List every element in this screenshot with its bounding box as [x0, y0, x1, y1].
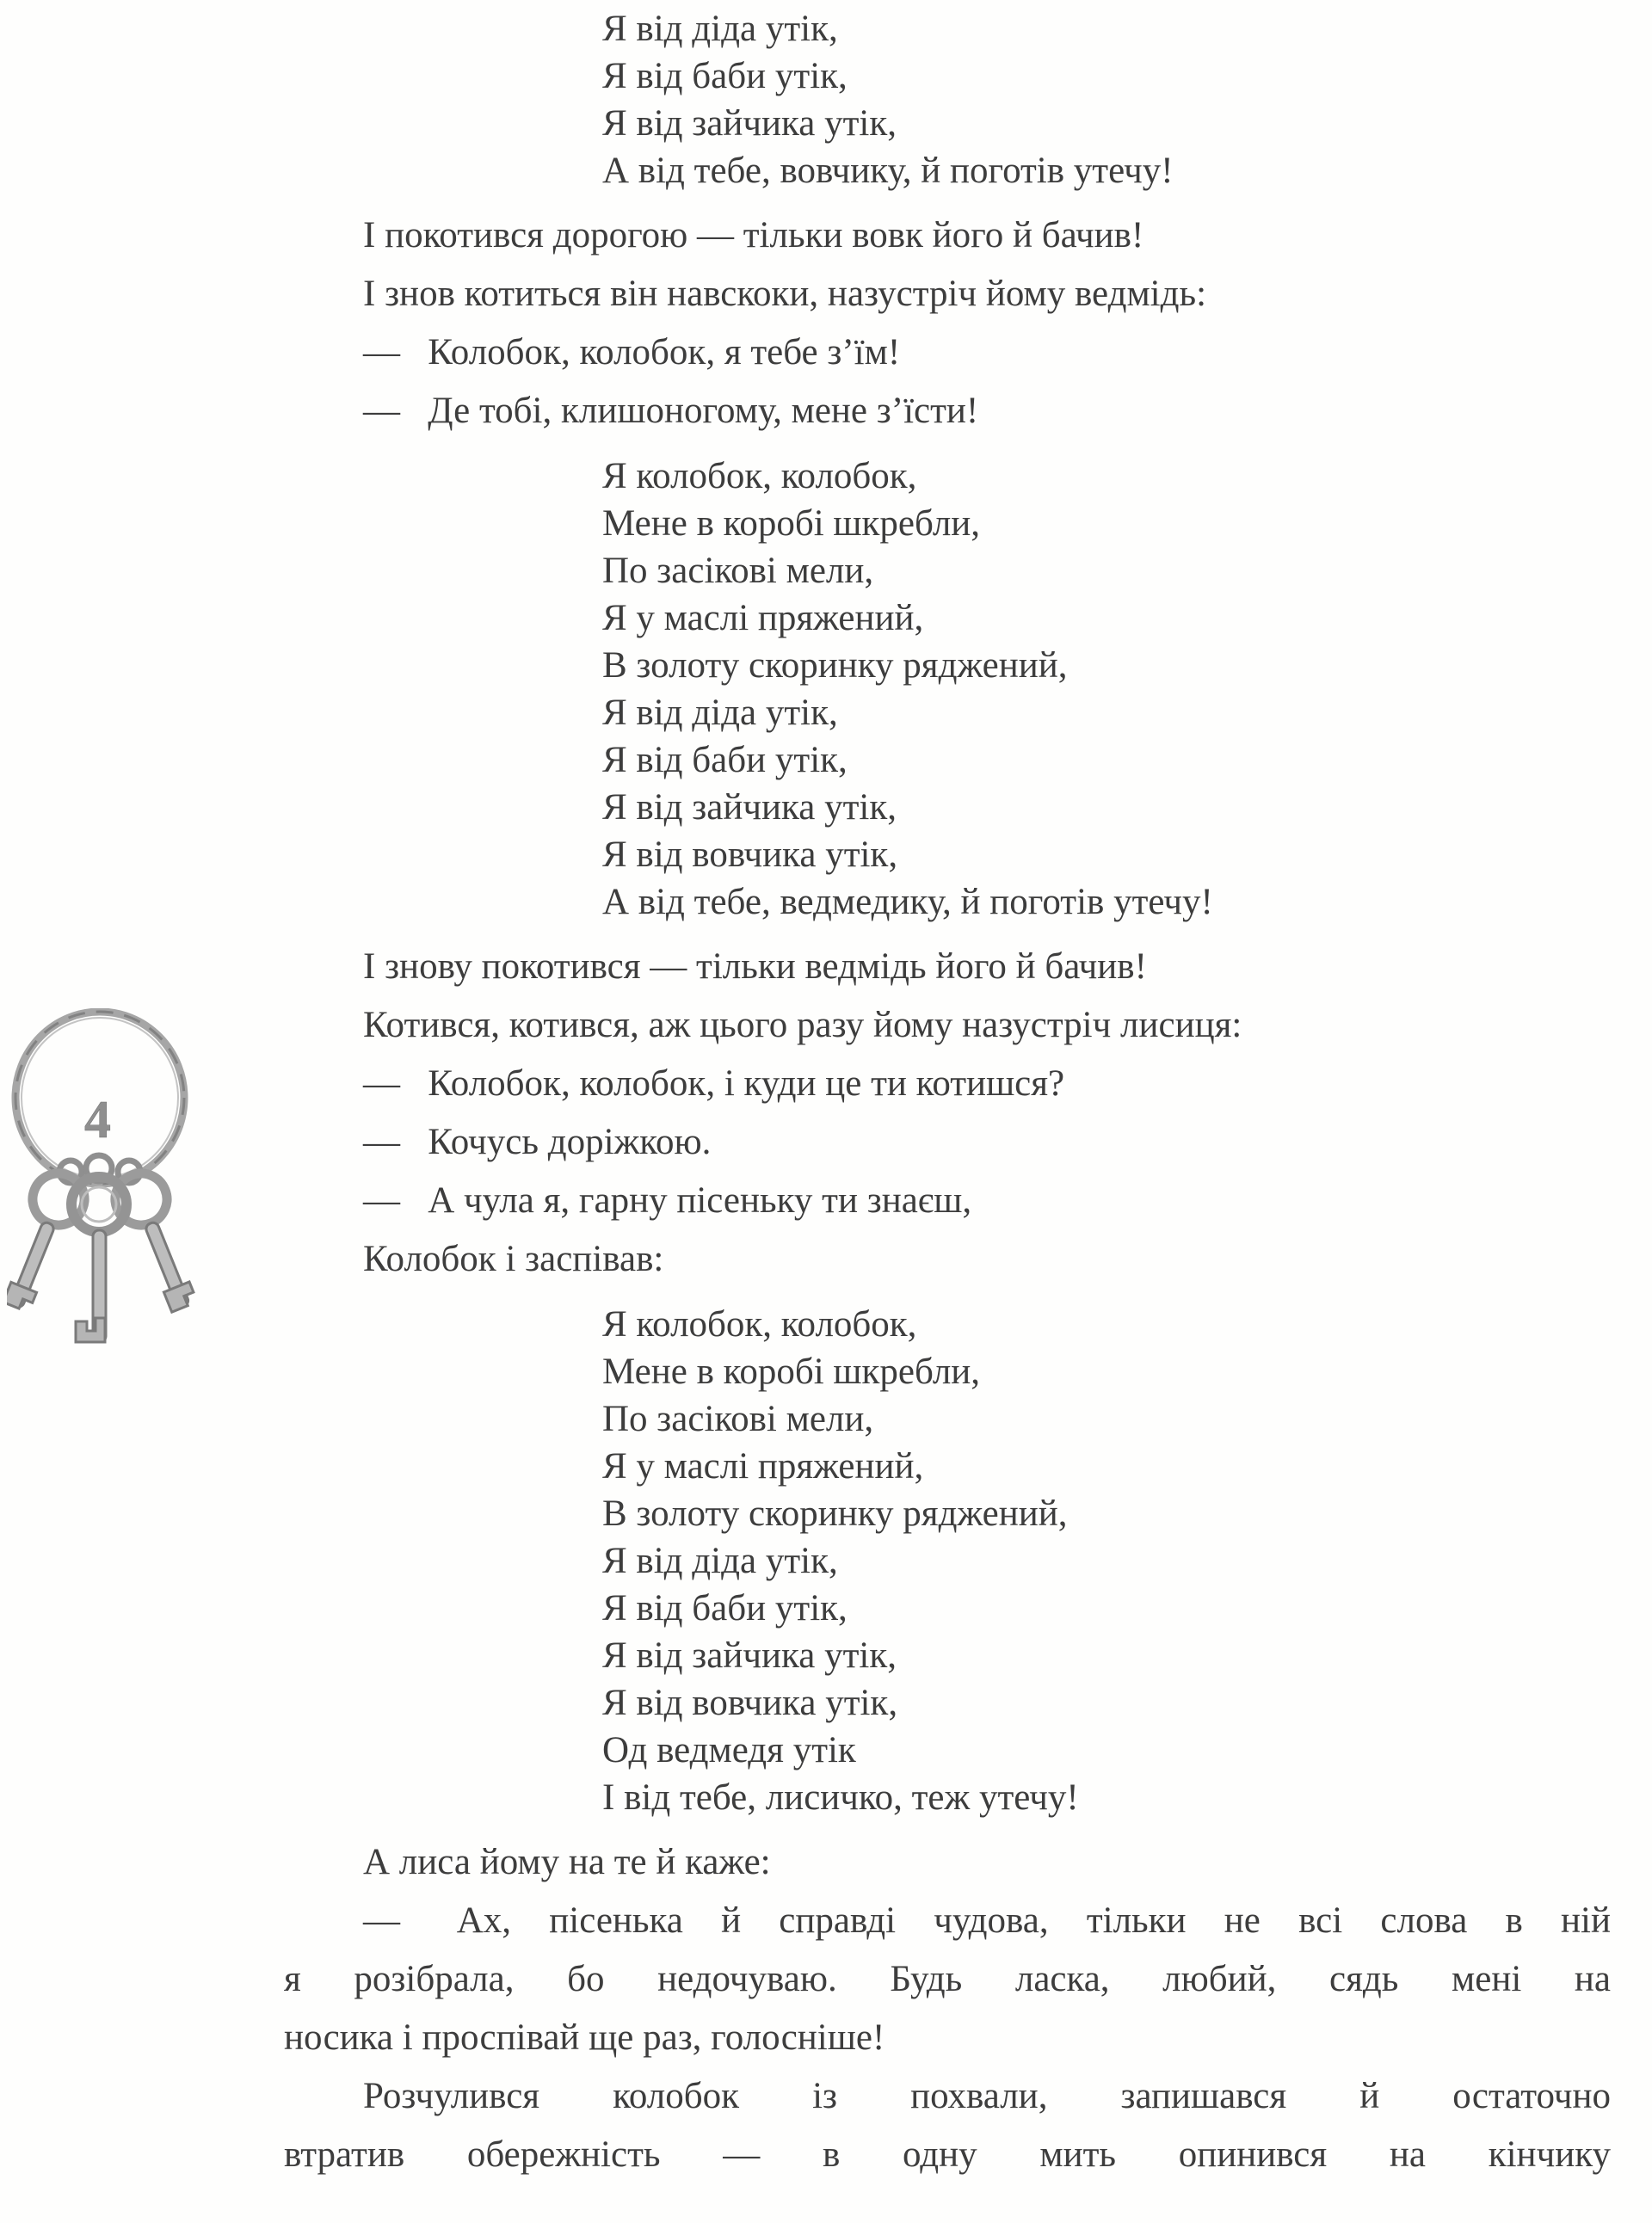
- verse-line: Я від баби утік,: [602, 740, 848, 780]
- verse-line: Я від вовчика утік,: [602, 834, 898, 875]
- verse-line: Я від діда утік,: [602, 9, 838, 49]
- dialogue-line: — Де тобі, клишоногому, мене з’їсти!: [363, 391, 979, 431]
- paragraph-line: Розчулився колобок із похвали, запишався й остаточно: [363, 2076, 1611, 2116]
- verse-line: Я від діда утік,: [602, 693, 838, 733]
- paragraph-line: І знову покотився — тільки ведмідь його й бачив!: [363, 946, 1147, 987]
- verse-line: В золоту скоринку ряджений,: [602, 1493, 1068, 1534]
- dialogue-line: — Колобок, колобок, і куди це ти котишся?: [363, 1063, 1065, 1104]
- paragraph-line: я розібрала, бо недочуваю. Будь ласка, любий, сядь мені на: [284, 1959, 1611, 1999]
- verse-line: Я від зайчика утік,: [602, 787, 897, 828]
- verse-line: По засікові мели,: [602, 551, 874, 591]
- paragraph-line: втратив обережність — в одну мить опинився на кінчику: [284, 2134, 1611, 2175]
- verse-line: Я від зайчика утік,: [602, 103, 897, 144]
- page-number-marker: 4: [84, 1091, 111, 1149]
- verse-line: А від тебе, ведмедику, й поготів утечу!: [602, 882, 1213, 922]
- verse-line: Я колобок, колобок,: [602, 456, 917, 496]
- verse-line: Я від вовчика утік,: [602, 1683, 898, 1723]
- verse-line: Я у маслі пряжений,: [602, 1446, 924, 1487]
- verse-line: Од ведмедя утік: [602, 1730, 856, 1770]
- paragraph-line: І знов котиться він навскоки, назустріч йому ведмідь:: [363, 274, 1207, 314]
- dialogue-line: — Кочусь доріжкою.: [363, 1122, 712, 1162]
- verse-line: Мене в коробі шкребли,: [602, 1352, 981, 1392]
- verse-line: І від тебе, лисичко, теж утечу!: [602, 1777, 1079, 1818]
- paragraph-line: А лиса йому на те й каже:: [363, 1842, 771, 1882]
- dialogue-line: — Ах, пісенька й справді чудова, тільки не всі слова в ній: [363, 1900, 1611, 1941]
- paragraph-line: Колобок і заспівав:: [363, 1239, 664, 1279]
- dialogue-line: — Колобок, колобок, я тебе з’їм!: [363, 332, 901, 373]
- verse-line: Я від баби утік,: [602, 1588, 848, 1629]
- verse-line: Я від баби утік,: [602, 56, 848, 96]
- verse-line: В золоту скоринку ряджений,: [602, 645, 1068, 686]
- verse-line: Я від зайчика утік,: [602, 1635, 897, 1676]
- verse-line: Мене в коробі шкребли,: [602, 503, 981, 544]
- verse-line: Я колобок, колобок,: [602, 1304, 917, 1345]
- verse-line: Я від діда утік,: [602, 1541, 838, 1581]
- paragraph-line: Котився, котився, аж цього разу йому назустріч лисиця:: [363, 1005, 1242, 1045]
- paragraph-line: носика і проспівай ще раз, голосніше!: [284, 2017, 885, 2058]
- verse-line: Я у маслі пряжений,: [602, 598, 924, 638]
- page-text: [0, 5, 1652, 2184]
- verse-line: А від тебе, вовчику, й поготів утечу!: [602, 151, 1174, 191]
- paragraph-line: І покотився дорогою — тільки вовк його й бачив!: [363, 215, 1144, 256]
- dialogue-line: — А чула я, гарну пісеньку ти знаєш,: [363, 1180, 972, 1221]
- verse-line: По засікові мели,: [602, 1399, 874, 1439]
